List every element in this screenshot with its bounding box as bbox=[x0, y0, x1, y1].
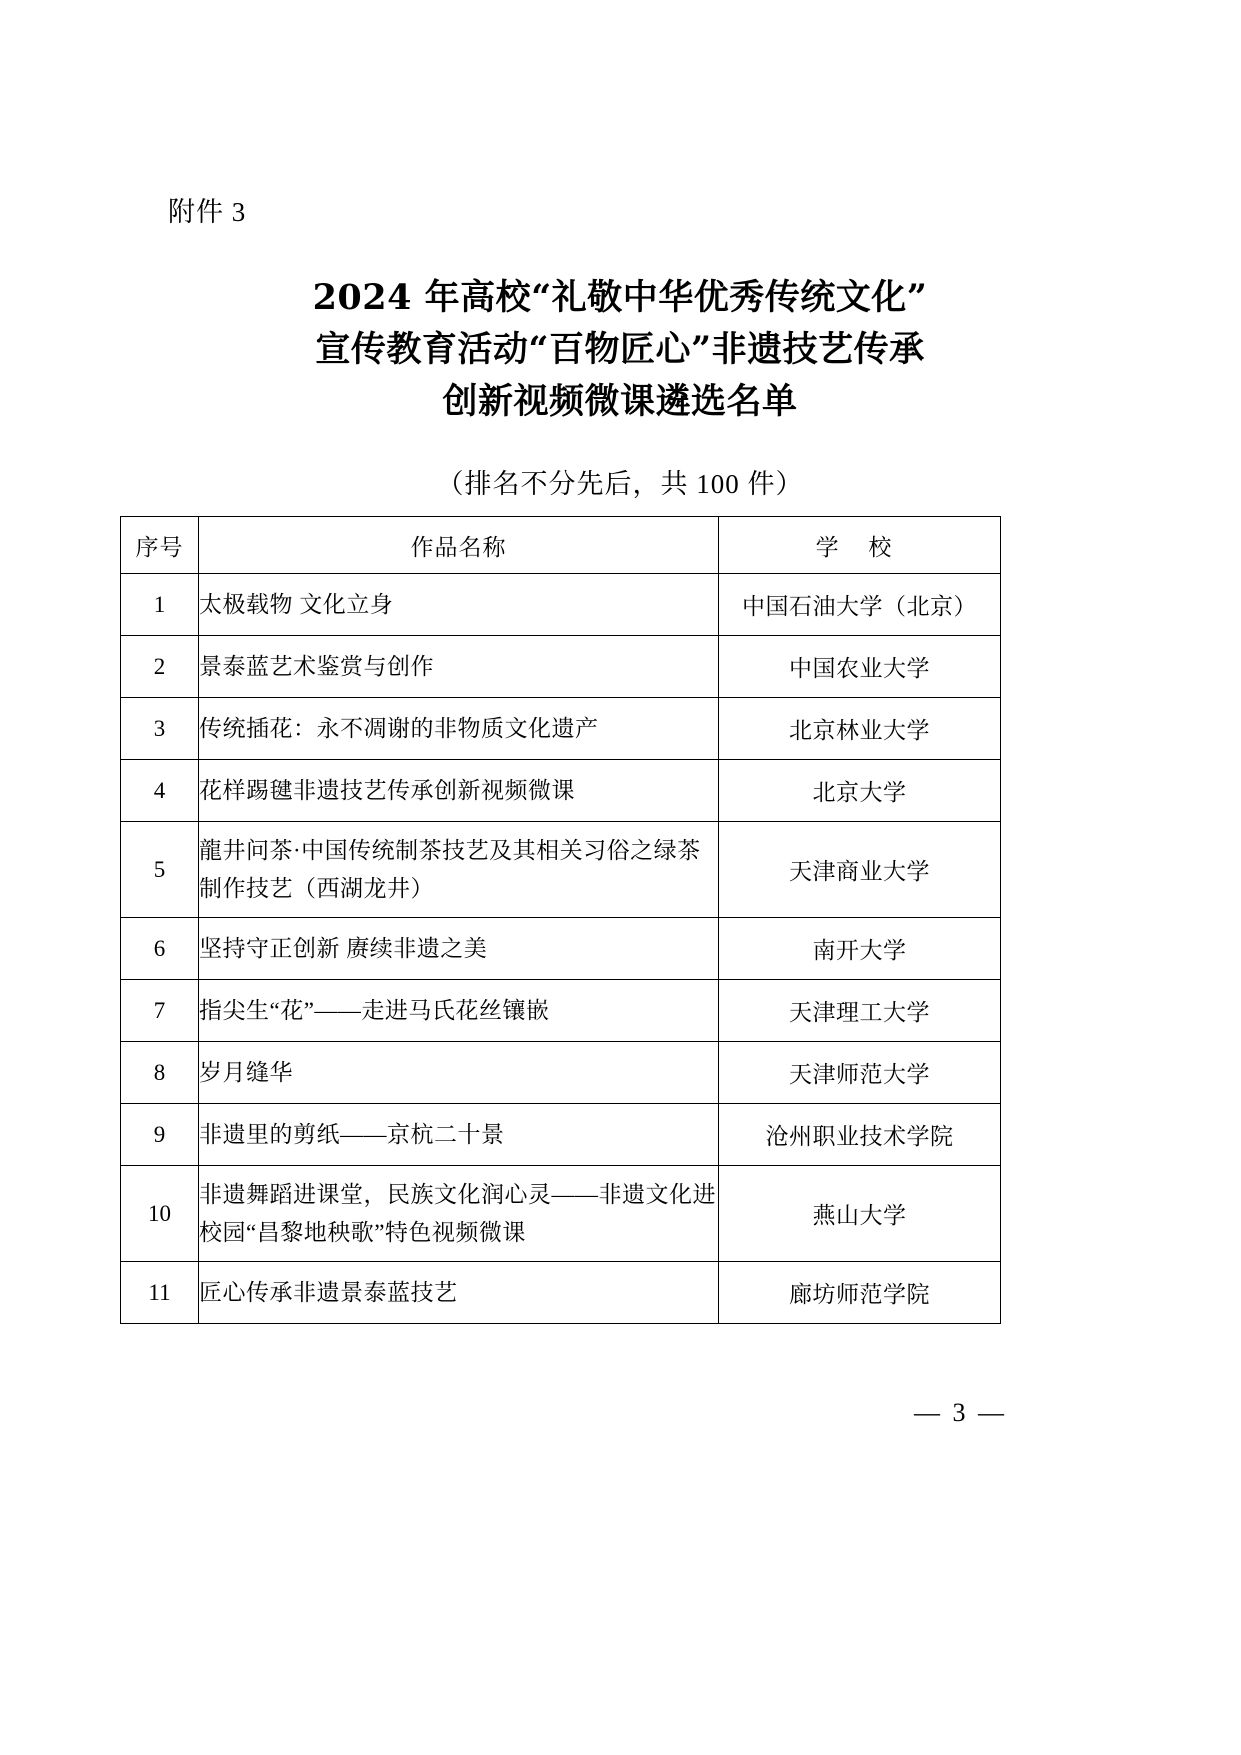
cell-school: 南开大学 bbox=[719, 918, 1001, 980]
table-body bbox=[121, 574, 1001, 1324]
cell-school: 廊坊师范学院 bbox=[719, 1262, 1001, 1324]
cell-school: 天津商业大学 bbox=[719, 822, 1001, 918]
selection-list-table bbox=[120, 516, 1001, 1324]
table-row bbox=[121, 760, 1001, 822]
attachment-label: 附件 3 bbox=[168, 197, 247, 227]
cell-work-title: 岁月缝华 bbox=[199, 1042, 719, 1104]
cell-index: 1 bbox=[121, 574, 199, 636]
table-row bbox=[121, 636, 1001, 698]
cell-work-title: 景泰蓝艺术鉴赏与创作 bbox=[199, 636, 719, 698]
cell-work-title: 龍井问茶·中国传统制茶技艺及其相关习俗之绿茶制作技艺（西湖龙井） bbox=[199, 822, 719, 918]
cell-school: 沧州职业技术学院 bbox=[719, 1104, 1001, 1166]
cell-index: 6 bbox=[121, 918, 199, 980]
table-row bbox=[121, 980, 1001, 1042]
table-row bbox=[121, 1104, 1001, 1166]
column-header-school: 学 校 bbox=[719, 517, 1001, 574]
column-header-work-title: 作品名称 bbox=[199, 517, 719, 574]
cell-school: 燕山大学 bbox=[719, 1166, 1001, 1262]
cell-school: 北京大学 bbox=[719, 760, 1001, 822]
page-title bbox=[170, 272, 1070, 427]
title-line-3: 创新视频微课遴选名单 bbox=[442, 380, 798, 422]
title-line-2: 宣传教育活动“百物匠心”非遗技艺传承 bbox=[315, 328, 925, 370]
cell-school: 北京林业大学 bbox=[719, 698, 1001, 760]
cell-index: 9 bbox=[121, 1104, 199, 1166]
table-row bbox=[121, 918, 1001, 980]
cell-work-title: 传统插花：永不凋谢的非物质文化遗产 bbox=[199, 698, 719, 760]
subtitle: （排名不分先后，共 100 件） bbox=[436, 469, 804, 499]
cell-work-title: 非遗里的剪纸——京杭二十景 bbox=[199, 1104, 719, 1166]
table-header-row bbox=[121, 517, 1001, 574]
page-number: — 3 — bbox=[914, 1398, 1007, 1427]
cell-work-title: 太极载物 文化立身 bbox=[199, 574, 719, 636]
cell-index: 11 bbox=[121, 1262, 199, 1324]
cell-index: 5 bbox=[121, 822, 199, 918]
cell-work-title: 花样踢毽非遗技艺传承创新视频微课 bbox=[199, 760, 719, 822]
cell-school: 中国石油大学（北京） bbox=[719, 574, 1001, 636]
table-row bbox=[121, 698, 1001, 760]
cell-work-title: 坚持守正创新 赓续非遗之美 bbox=[199, 918, 719, 980]
table-row bbox=[121, 1166, 1001, 1262]
cell-index: 8 bbox=[121, 1042, 199, 1104]
title-line-1: 2024 年高校“礼敬中华优秀传统文化” bbox=[312, 277, 928, 318]
cell-index: 3 bbox=[121, 698, 199, 760]
cell-index: 4 bbox=[121, 760, 199, 822]
cell-index: 2 bbox=[121, 636, 199, 698]
column-header-index: 序号 bbox=[121, 517, 199, 574]
cell-work-title: 指尖生“花”——走进马氏花丝镶嵌 bbox=[199, 980, 719, 1042]
table-header bbox=[121, 517, 1001, 574]
cell-index: 10 bbox=[121, 1166, 199, 1262]
table-row bbox=[121, 574, 1001, 636]
cell-work-title: 非遗舞蹈进课堂，民族文化润心灵——非遗文化进校园“昌黎地秧歌”特色视频微课 bbox=[199, 1166, 719, 1262]
table-row bbox=[121, 1262, 1001, 1324]
cell-index: 7 bbox=[121, 980, 199, 1042]
cell-school: 天津师范大学 bbox=[719, 1042, 1001, 1104]
table-row bbox=[121, 1042, 1001, 1104]
cell-school: 中国农业大学 bbox=[719, 636, 1001, 698]
cell-school: 天津理工大学 bbox=[719, 980, 1001, 1042]
table-row bbox=[121, 822, 1001, 918]
cell-work-title: 匠心传承非遗景泰蓝技艺 bbox=[199, 1262, 719, 1324]
